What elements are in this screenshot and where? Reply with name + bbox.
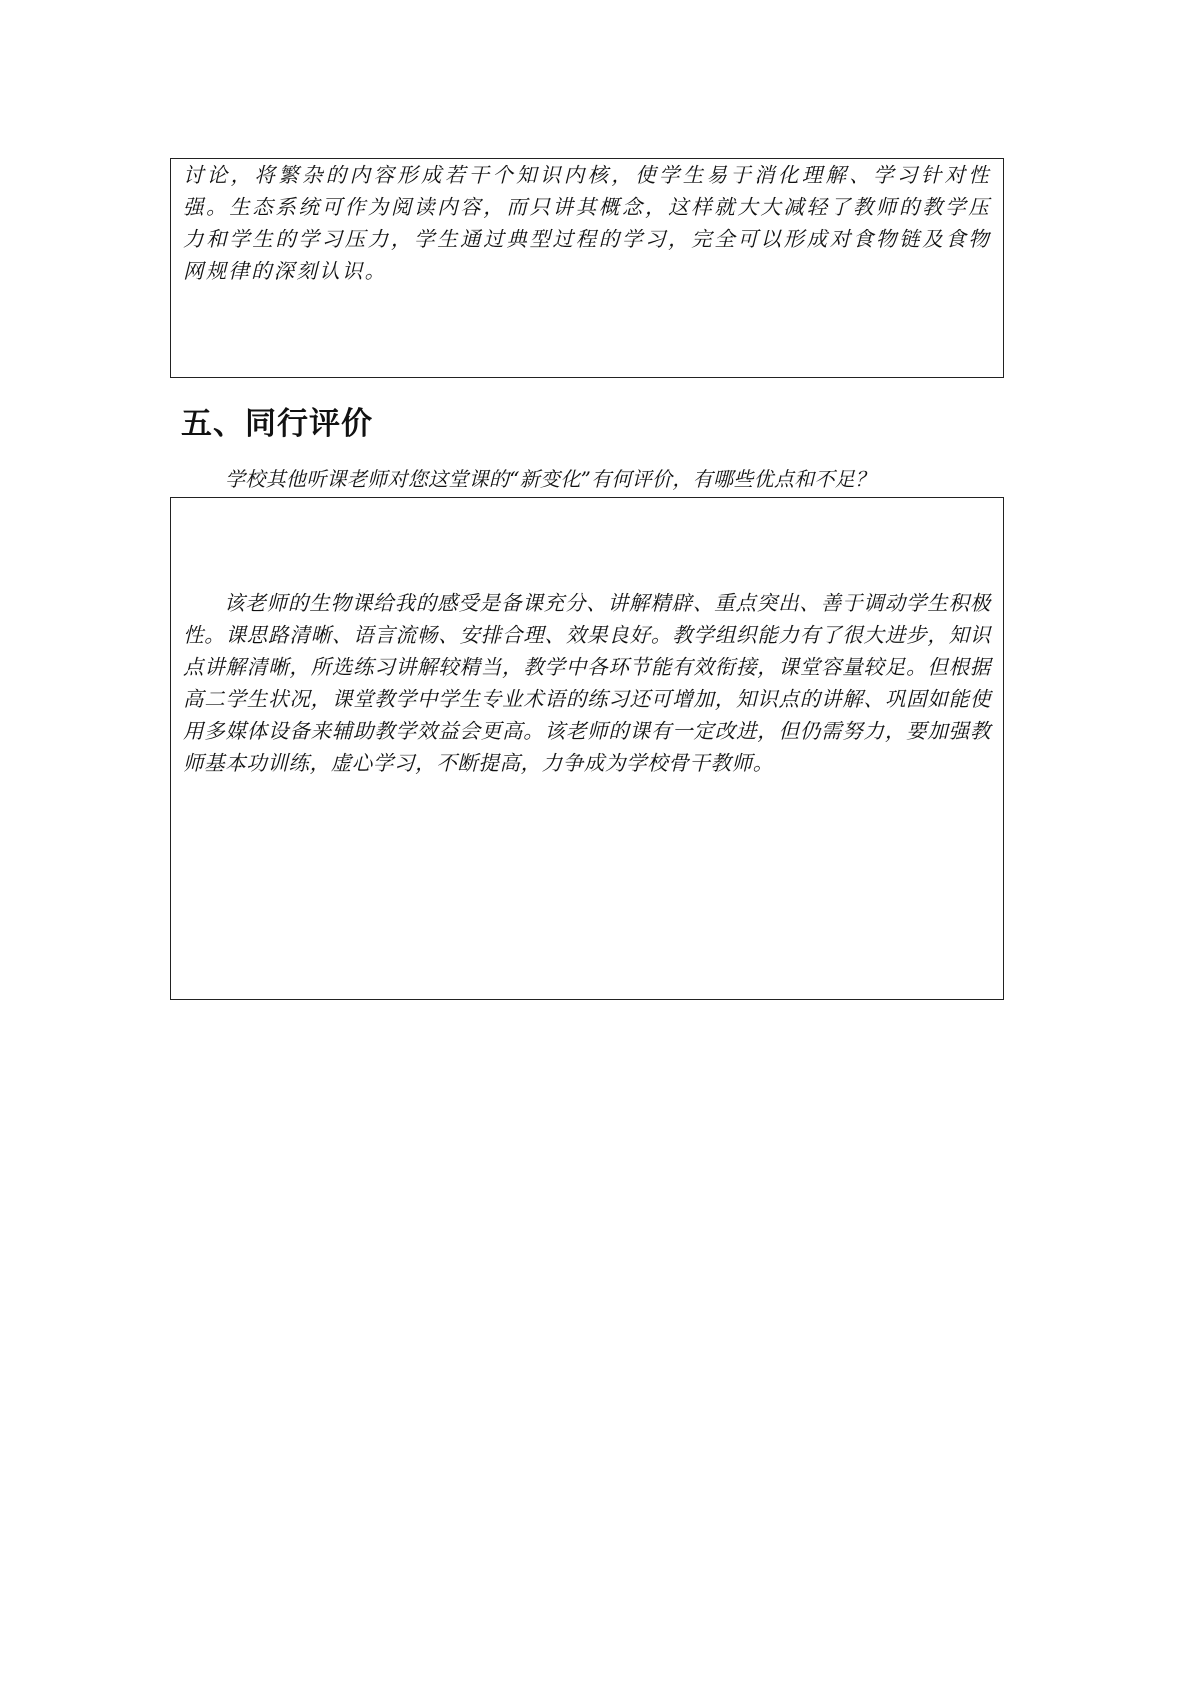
- peer-evaluation-answer: 该老师的生物课给我的感受是备课充分、讲解精辟、重点突出、善于调动学生积极性。课思路清晰、语言流畅、安排合理、效果良好。教学组织能力有了很大进步，知识点讲解清晰，所选练习讲解较精当，教学中各环节能有效衔接，课堂容量较足。但根据高二学生状况，课堂教学中学生专业术语的练习还可增加，知识点的讲解、巩固如能使用多媒体设备来辅助教学效益会更高。该老师的课有一定改进，但仍需努力，要加强教师基本功训练，虚心学习，不断提高，力争成为学校骨干教师。: [183, 591, 991, 775]
- peer-evaluation-prompt: 学校其他听课老师对您这堂课的“新变化”有何评价，有哪些优点和不足？: [225, 467, 876, 491]
- section-title-peer-evaluation: 五、同行评价: [181, 406, 373, 442]
- peer-evaluation-answer-box: [170, 497, 1004, 1000]
- continuation-paragraph: 讨论，将繁杂的内容形成若干个知识内核，使学生易于消化理解、学习针对性强。生态系统可作为阅读内容，而只讲其概念，这样就大大减轻了教师的教学压力和学生的学习压力，学生通过典型过程的学习，完全可以形成对食物链及食物网规律的深刻认识。: [183, 163, 991, 283]
- continuation-text-box: [170, 158, 1004, 378]
